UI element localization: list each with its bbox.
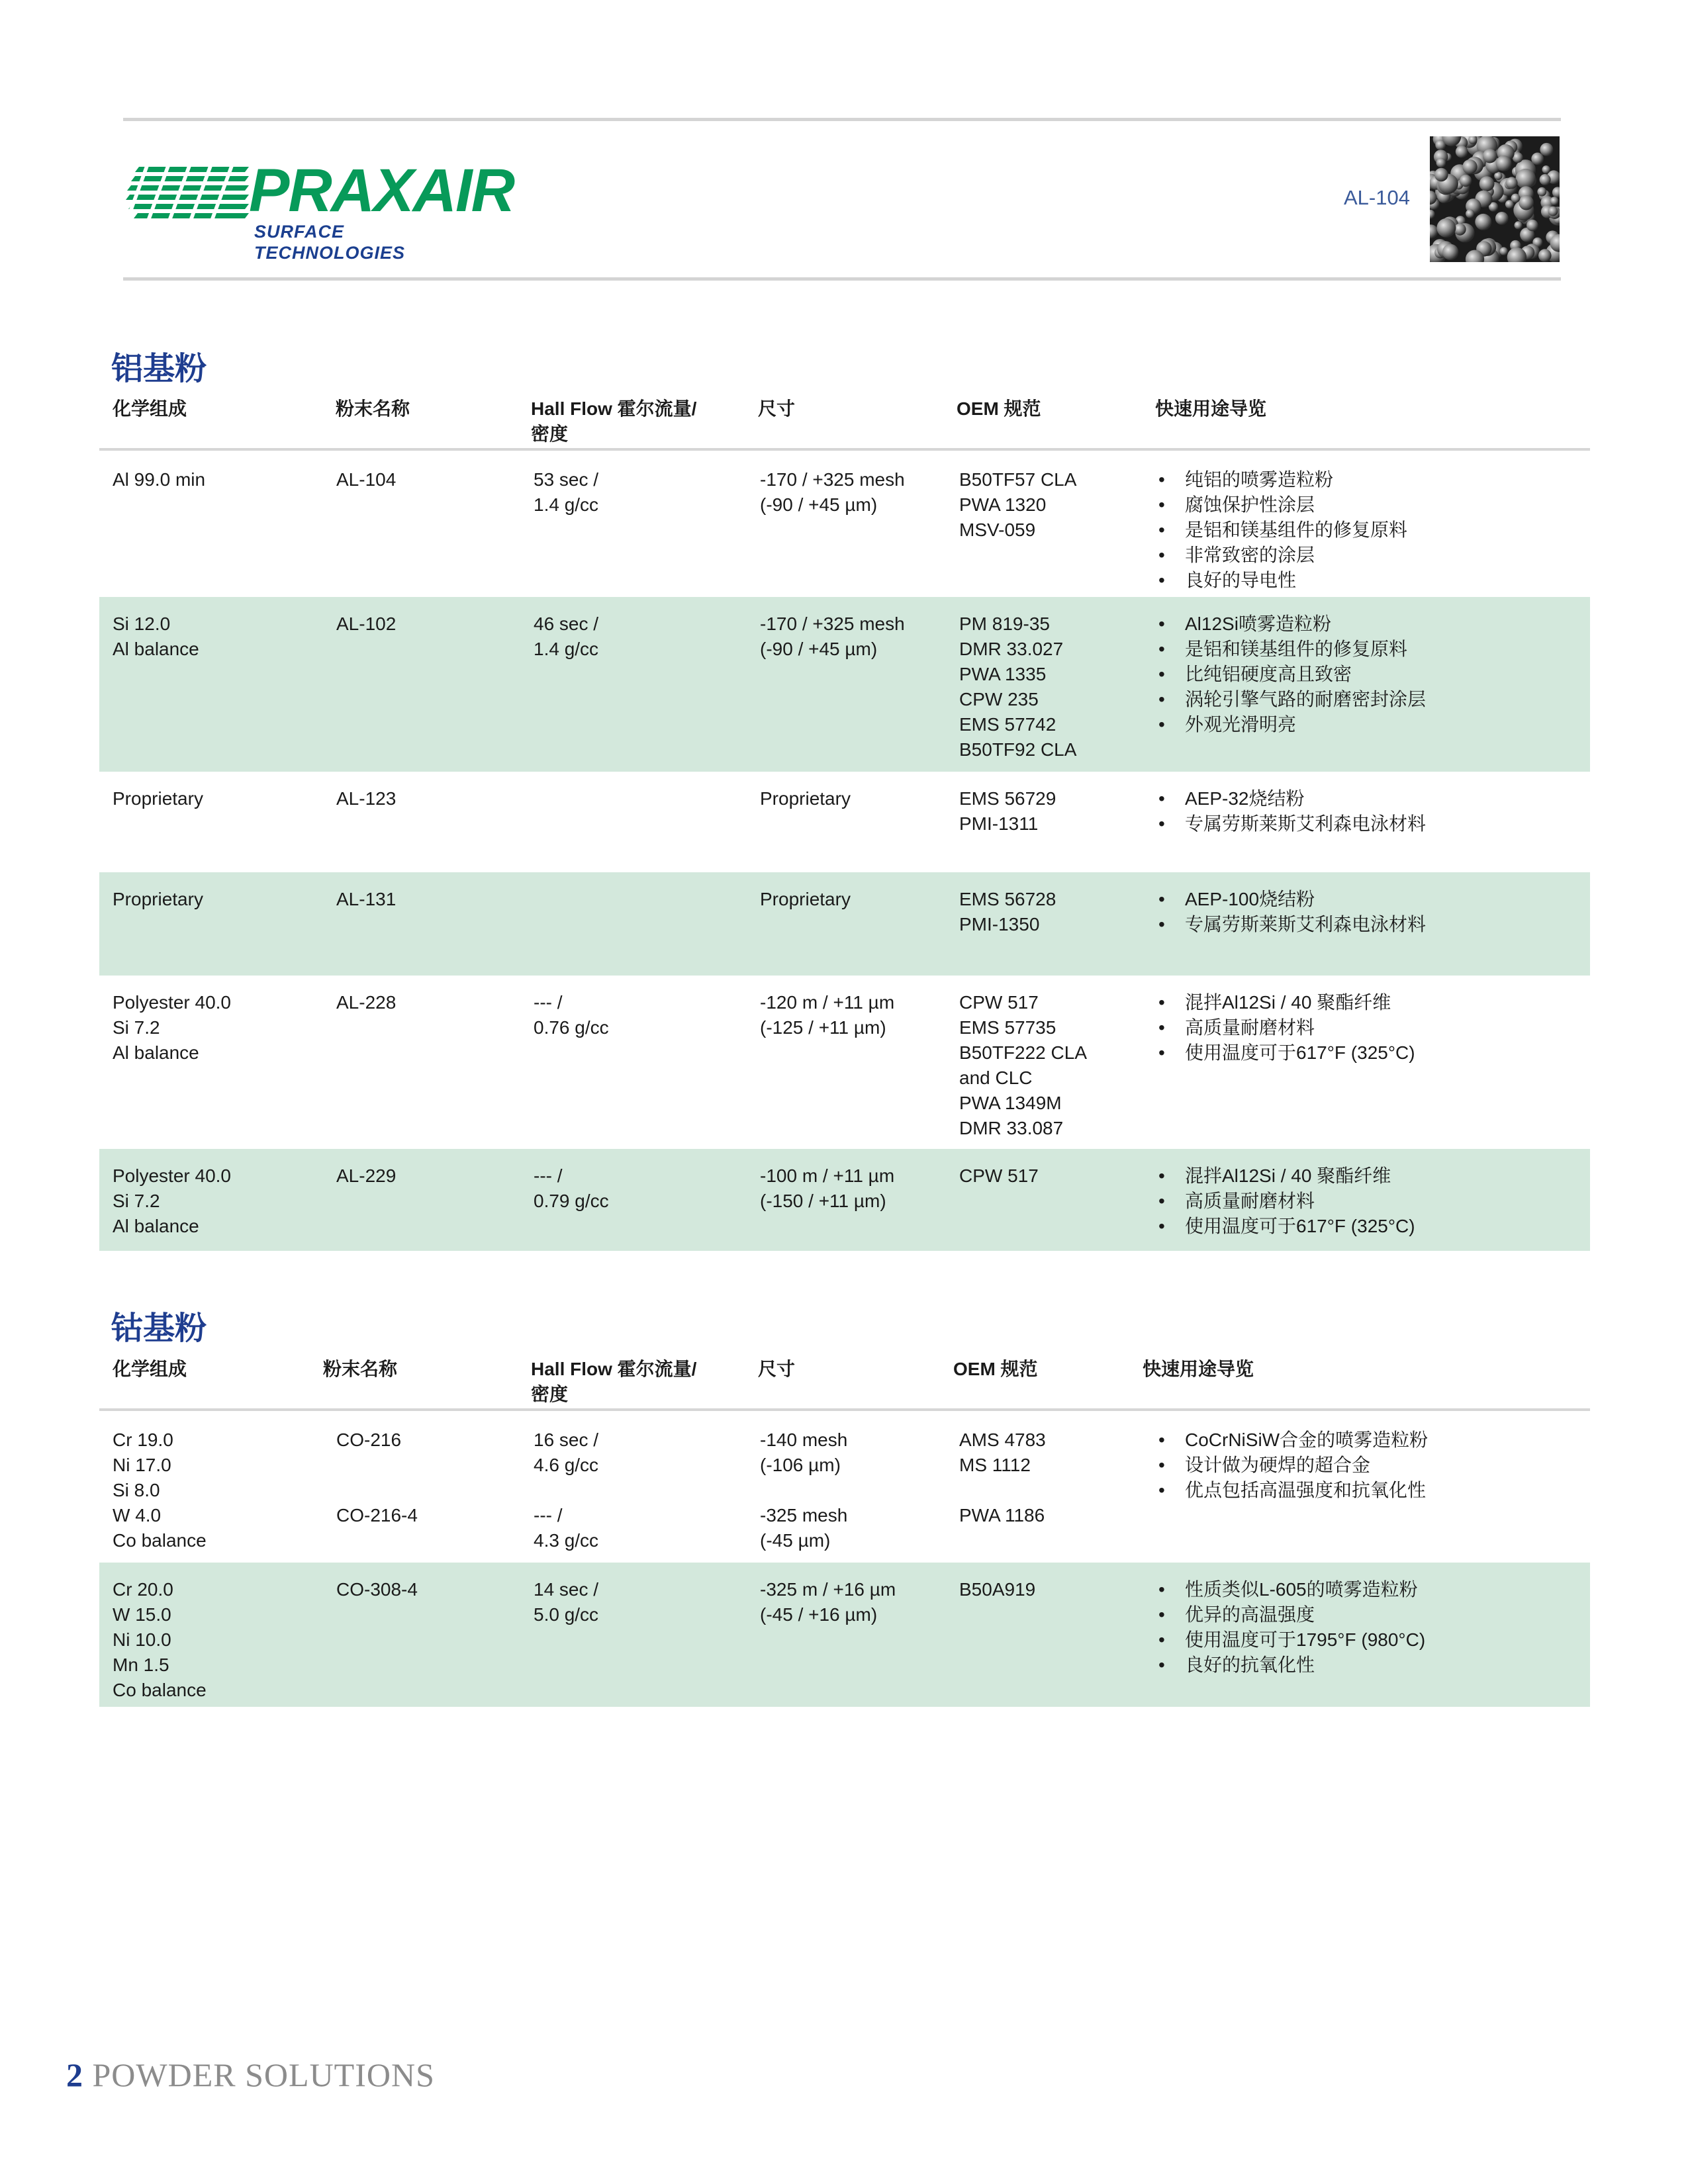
chemistry-cell: Cr 19.0 Ni 17.0 Si 8.0 W 4.0 Co balance xyxy=(113,1430,207,1551)
uses-list xyxy=(1158,786,1426,837)
uses-list-item: • 比纯铝硬度高且致密 xyxy=(1158,662,1426,687)
powder-name-cell: AL-131 xyxy=(336,889,397,909)
oem-spec-cell: CPW 517 xyxy=(959,1165,1039,1186)
cobalt-section-title: 钴基粉 xyxy=(111,1310,207,1347)
uses-list-item: • 优点包括高温强度和抗氧化性 xyxy=(1158,1478,1428,1503)
header-uses: 快速用途导览 xyxy=(1155,398,1267,419)
chemistry-cell: Si 12.0 Al balance xyxy=(113,614,199,659)
powder-name-cell: AL-123 xyxy=(336,788,397,809)
logo-wordmark: PRAXAIR xyxy=(249,157,514,224)
uses-list xyxy=(1158,1163,1415,1239)
uses-list-item: • 高质量耐磨材料 xyxy=(1158,1189,1415,1214)
powder-particle xyxy=(1542,165,1550,173)
uses-list-item: • 涡轮引擎气路的耐磨密封涂层 xyxy=(1158,687,1426,712)
powder-particle xyxy=(1531,153,1544,165)
powder-name-cell: CO-308-4 xyxy=(336,1579,418,1600)
powder-particle xyxy=(1495,212,1509,225)
header-chem: 化学组成 xyxy=(113,1359,187,1379)
powder-particle xyxy=(1496,156,1512,171)
header-powder-name: 粉末名称 xyxy=(323,1359,398,1379)
uses-list xyxy=(1158,1428,1428,1503)
powder-particle xyxy=(1506,177,1518,189)
hall-flow-cell: --- / 0.76 g/cc xyxy=(534,992,609,1038)
size-cell: Proprietary xyxy=(760,788,851,809)
oem-spec-cell: EMS 56729 PMI-1311 xyxy=(959,788,1056,834)
uses-list-item: • 非常致密的涂层 xyxy=(1158,543,1407,568)
header-size: 尺寸 xyxy=(758,1359,796,1379)
table-row xyxy=(99,1413,1590,1563)
page-number: 2 xyxy=(66,2056,83,2093)
uses-list-item: • 外观光滑明亮 xyxy=(1158,712,1426,737)
uses-list-item: • 高质量耐磨材料 xyxy=(1158,1015,1415,1040)
aluminum-section-title: 铝基粉 xyxy=(111,350,207,387)
header-powder-name: 粉末名称 xyxy=(336,398,410,419)
size-cell: -170 / +325 mesh (-90 / +45 µm) xyxy=(760,614,905,659)
aluminum-table-header xyxy=(113,396,1590,449)
powder-name-cell: AL-104 xyxy=(336,469,397,490)
logo-swoosh-icon xyxy=(126,164,252,224)
oem-spec-cell: B50A919 xyxy=(959,1579,1036,1600)
size-cell: -140 mesh (-106 µm) -325 mesh (-45 µm) xyxy=(760,1430,848,1551)
hall-flow-cell: 53 sec / 1.4 g/cc xyxy=(534,469,599,515)
uses-list-item: • 是铝和镁基组件的修复原料 xyxy=(1158,518,1407,543)
uses-list-item: • 纯铝的喷雾造粒粉 xyxy=(1158,467,1407,492)
powder-particle xyxy=(1436,158,1446,168)
uses-list-item: • 使用温度可于617°F (325°C) xyxy=(1158,1040,1415,1066)
chemistry-cell: Polyester 40.0 Si 7.2 Al balance xyxy=(113,992,231,1063)
powder-particle xyxy=(1500,247,1508,255)
chemistry-cell: Al 99.0 min xyxy=(113,469,206,490)
chemistry-cell: Proprietary xyxy=(113,788,203,809)
size-cell: -120 m / +11 µm (-125 / +11 µm) xyxy=(760,992,895,1038)
uses-list-item: • 混拌Al12Si / 40 聚酯纤维 xyxy=(1158,990,1415,1015)
powder-particle xyxy=(1550,197,1559,205)
chemistry-cell: Proprietary xyxy=(113,889,203,909)
uses-list-item: • 是铝和镁基组件的修复原料 xyxy=(1158,637,1426,662)
uses-list-item: • 使用温度可于617°F (325°C) xyxy=(1158,1214,1415,1239)
uses-list-item: • 使用温度可于1795°F (980°C) xyxy=(1158,1627,1425,1653)
product-code-label: AL-104 xyxy=(1344,186,1410,209)
header-hall-flow: Hall Flow 霍尔流量/ 密度 xyxy=(531,1359,697,1404)
uses-list-item: • 腐蚀保护性涂层 xyxy=(1158,492,1407,518)
uses-list-item: • CoCrNiSiW合金的喷雾造粒粉 xyxy=(1158,1428,1428,1453)
footer-text: POWDER SOLUTIONS xyxy=(92,2056,435,2093)
hall-flow-cell: 16 sec / 4.6 g/cc --- / 4.3 g/cc xyxy=(534,1430,599,1551)
uses-list-item: • 性质类似L-605的喷雾造粒粉 xyxy=(1158,1577,1425,1602)
uses-list-item: • 优异的高温强度 xyxy=(1158,1602,1425,1627)
hall-flow-cell: 14 sec / 5.0 g/cc xyxy=(534,1579,599,1625)
oem-spec-cell: EMS 56728 PMI-1350 xyxy=(959,889,1056,934)
powder-particle xyxy=(1436,218,1456,238)
chemistry-cell: Polyester 40.0 Si 7.2 Al balance xyxy=(113,1165,231,1236)
oem-spec-cell: B50TF57 CLA PWA 1320 MSV-059 xyxy=(959,469,1077,540)
header-bottom-rule xyxy=(123,277,1561,281)
powder-particle xyxy=(1483,149,1497,163)
powder-particle xyxy=(1538,249,1552,262)
header-uses: 快速用途导览 xyxy=(1143,1359,1254,1379)
powder-particle xyxy=(1456,146,1468,158)
table-row xyxy=(99,597,1590,772)
powder-particle xyxy=(1537,187,1546,197)
table-row xyxy=(99,872,1590,976)
header-oem: OEM 规范 xyxy=(957,398,1041,419)
powder-name-cell: CO-216 CO-216-4 xyxy=(336,1430,418,1525)
powder-micrograph-image xyxy=(1430,136,1560,262)
uses-list xyxy=(1158,467,1407,593)
hall-flow-cell: 46 sec / 1.4 g/cc xyxy=(534,614,599,659)
top-rule xyxy=(123,118,1561,121)
powder-particle xyxy=(1526,220,1538,232)
powder-particle xyxy=(1479,176,1495,191)
aluminum-header-rule xyxy=(99,448,1590,451)
size-cell: -100 m / +11 µm (-150 / +11 µm) xyxy=(760,1165,895,1211)
table-row xyxy=(99,1149,1590,1251)
size-cell: -170 / +325 mesh (-90 / +45 µm) xyxy=(760,469,905,515)
table-row xyxy=(99,1563,1590,1707)
powder-name-cell: AL-228 xyxy=(336,992,397,1013)
powder-particle xyxy=(1516,169,1536,189)
oem-spec-cell: AMS 4783 MS 1112 PWA 1186 xyxy=(959,1430,1046,1525)
uses-list-item: • Al12Si喷雾造粒粉 xyxy=(1158,612,1426,637)
uses-list-item: • 专属劳斯莱斯艾利森电泳材料 xyxy=(1158,811,1426,837)
powder-particle xyxy=(1462,159,1477,174)
table-row xyxy=(99,976,1590,1149)
cobalt-header-rule xyxy=(99,1408,1590,1411)
uses-list xyxy=(1158,1577,1425,1678)
table-row xyxy=(99,772,1590,872)
uses-list-item: • 混拌Al12Si / 40 聚酯纤维 xyxy=(1158,1163,1415,1189)
header-oem: OEM 规范 xyxy=(953,1359,1038,1379)
uses-list-item: • 良好的导电性 xyxy=(1158,568,1407,593)
page-footer xyxy=(66,2056,435,2094)
uses-list-item: • AEP-100烧结粉 xyxy=(1158,887,1426,912)
header-hall-flow: Hall Flow 霍尔流量/ 密度 xyxy=(531,398,697,444)
uses-list-item: • AEP-32烧结粉 xyxy=(1158,786,1426,811)
table-row xyxy=(99,453,1590,597)
powder-particle xyxy=(1515,221,1523,229)
uses-list-item: • 专属劳斯莱斯艾利森电泳材料 xyxy=(1158,912,1426,937)
powder-particle xyxy=(1548,206,1558,216)
hall-flow-cell: --- / 0.79 g/cc xyxy=(534,1165,609,1211)
uses-list xyxy=(1158,990,1415,1066)
header-size: 尺寸 xyxy=(758,398,796,419)
size-cell: Proprietary xyxy=(760,889,851,909)
powder-particle xyxy=(1442,244,1458,260)
powder-name-cell: AL-229 xyxy=(336,1165,397,1186)
uses-list xyxy=(1158,887,1426,937)
header-chem: 化学组成 xyxy=(113,398,187,419)
oem-spec-cell: CPW 517 EMS 57735 B50TF222 CLA and CLC PWA 1349M DMR 33.087 xyxy=(959,992,1087,1138)
chemistry-cell: Cr 20.0 W 15.0 Ni 10.0 Mn 1.5 Co balance xyxy=(113,1579,207,1700)
uses-list-item: • 设计做为硬焊的超合金 xyxy=(1158,1453,1428,1478)
cobalt-table-header xyxy=(113,1357,1590,1410)
uses-list xyxy=(1158,612,1426,737)
powder-particle xyxy=(1511,194,1521,203)
powder-particle xyxy=(1434,168,1448,182)
powder-particle xyxy=(1519,195,1534,210)
logo-subtitle: SURFACE TECHNOLOGIES xyxy=(254,222,406,263)
praxair-logo xyxy=(126,157,514,263)
powder-particle xyxy=(1475,214,1491,230)
uses-list-item: • 良好的抗氧化性 xyxy=(1158,1653,1425,1678)
oem-spec-cell: PM 819-35 DMR 33.027 PWA 1335 CPW 235 EMS 57742 B50TF92 CLA xyxy=(959,614,1077,760)
powder-particle xyxy=(1540,143,1553,156)
powder-particle xyxy=(1466,209,1474,218)
size-cell: -325 m / +16 µm (-45 / +16 µm) xyxy=(760,1579,896,1625)
powder-particle xyxy=(1540,174,1551,185)
powder-particle xyxy=(1460,175,1472,187)
powder-name-cell: AL-102 xyxy=(336,614,397,634)
